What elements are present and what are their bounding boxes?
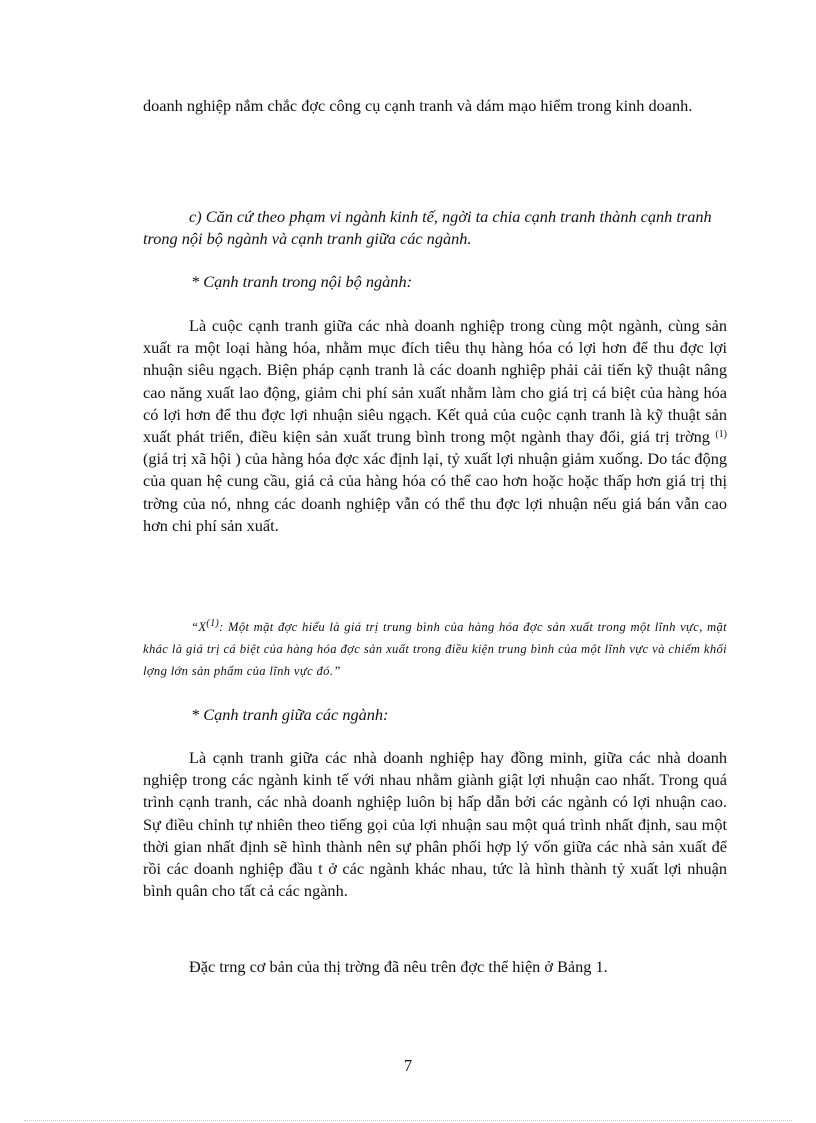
paragraph-within-industry-part-a: Là cuộc cạnh tranh giữa các nhà doanh nghiệp trong cùng một ngành, cùng sản xuất ra một loại hàng hóa, nhằm mục đích tiêu thụ hàng hóa có lợi hơn để thu đợc lợi nhuận siêu ngạch. Biện pháp cạnh tranh là các doanh nghiệp phải cải tiến kỹ thuật nâng cao năng xuất lao động, giảm chi phí sản xuất nhằm làm cho giá trị cá biệt của hàng hóa có lợi hơn để thu đợc lợi nhuận siêu ngạch. Kết quả của cuộc cạnh tranh là kỹ thuật sản xuất phát triển, điều kiện sản xuất trung bình trong một ngành thay đổi, giá trị trờng	[143, 316, 727, 447]
page-bottom-rule	[24, 1120, 792, 1121]
paragraph-between-industries: Là cạnh tranh giữa các nhà doanh nghiệp hay đồng minh, giữa các nhà doanh nghiệp trong các ngành kinh tế với nhau nhằm giành giật lợi nhuận cao nhất. Trong quá trình cạnh tranh, các nhà doanh nghiệp luôn bị hấp dẫn bởi các ngành có lợi nhuận cao. Sự điều chỉnh tự nhiên theo tiếng gọi của lợi nhuận sau một quá trình nhất định, sau một thời gian nhất định sẽ hình thành nên sự phân phối hợp lý vốn giữa các nhà sản xuất để rồi các doanh nghiệp đầu t ở các ngành khác nhau, tức là hình thành tỷ xuất lợi nhuận bình quân cho tất cả các ngành.	[143, 748, 727, 901]
footnote-ref: (1)	[715, 429, 727, 441]
page-number: 7	[403, 1056, 413, 1075]
footnote-quote	[143, 617, 727, 682]
subheading-between-industries: * Cạnh tranh giữa các ngành:	[191, 705, 389, 724]
subheading-within-industry: * Cạnh tranh trong nội bộ ngành:	[191, 272, 413, 291]
footnote-quote-open: “X	[191, 620, 207, 634]
footnote-quote-body: : Một mặt đợc hiểu là giá trị trung bình của hàng hóa đợc sản xuất trong một lĩnh vực, mặt khác là giá trị cá biệt của hàng hóa đợc sản xuất trong điều kiện trung bình của một lĩnh vực và chiếm khối lợng lớn sản phẩm của lĩnh vực đó.”	[143, 620, 727, 678]
paragraph-table-reference: Đặc trng cơ bản của thị trờng đã nêu trên đợc thể hiện ở Bảng 1.	[189, 957, 608, 976]
paragraph-within-industry	[143, 315, 727, 537]
paragraph-continuation: doanh nghiệp nắm chắc đợc công cụ cạnh tranh và dám mạo hiểm trong kinh doanh.	[143, 96, 693, 115]
footnote-quote-sup: (1)	[206, 618, 220, 629]
paragraph-within-industry-part-b: (giá trị xã hội ) của hàng hóa đợc xác định lại, tỷ xuất lợi nhuận giảm xuống. Do tác động của quan hệ cung cầu, giá cả của hàng hóa có thể cao hơn hoặc hoặc thấp hơn giá trị thị trờng của nó, nhng các doanh nghiệp vẫn có thể thu đợc lợi nhuận nếu giá bán vẫn cao hơn chi phí sản xuất.	[143, 449, 727, 535]
section-heading-c: c) Căn cứ theo phạm vi ngành kinh tế, ngời ta chia cạnh tranh thành cạnh tranh trong nội bộ ngành và cạnh tranh giữa các ngành.	[143, 207, 712, 248]
